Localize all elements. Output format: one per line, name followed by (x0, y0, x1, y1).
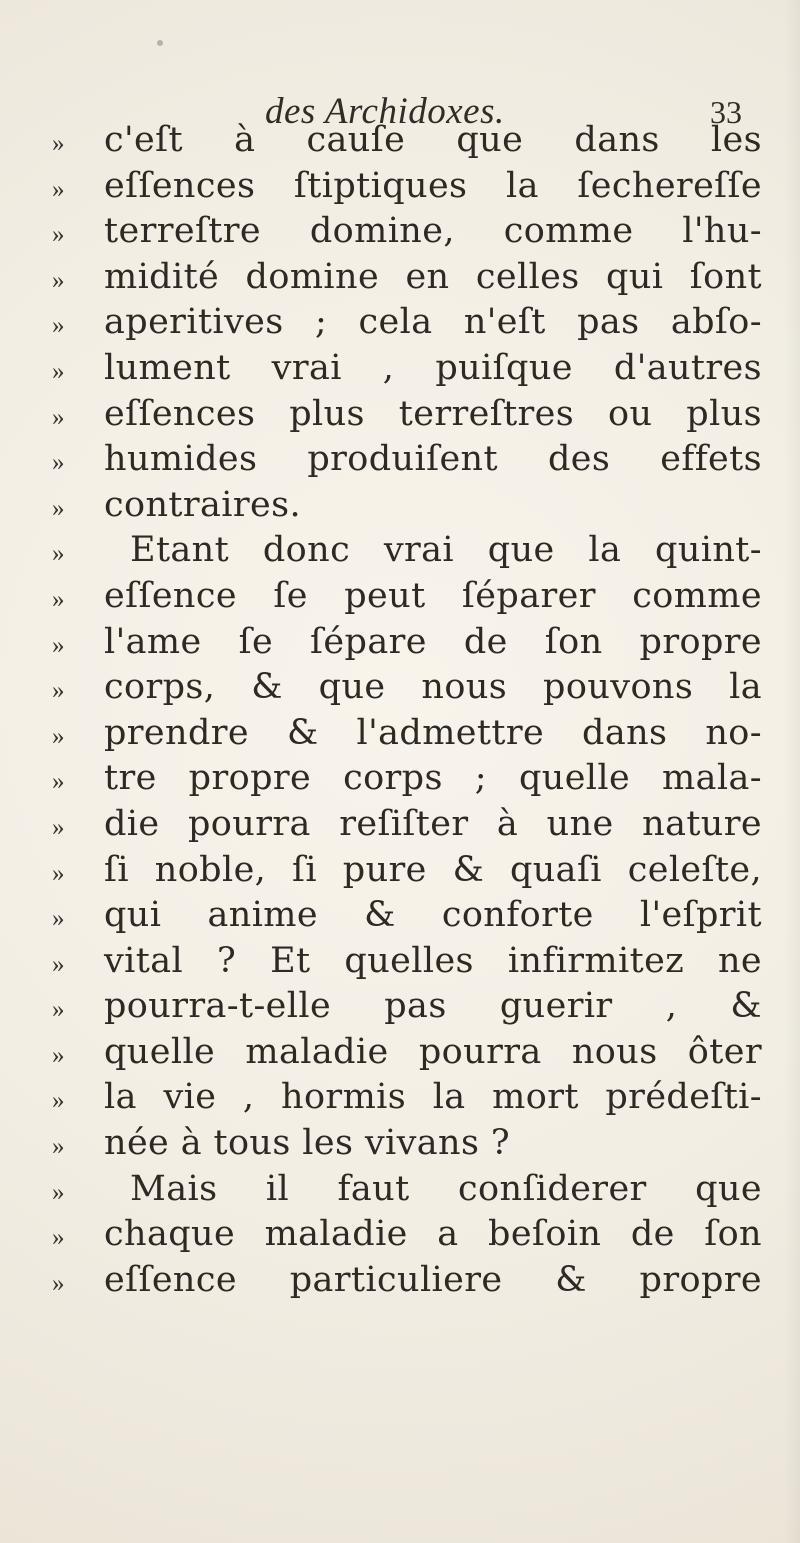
text-line (52, 394, 762, 440)
line-text: pourra-t-elle pas guerir , & (104, 986, 762, 1027)
page-edge-shadow (784, 0, 800, 1543)
quote-mark: » (52, 768, 65, 796)
line-text: contraires. (104, 484, 302, 525)
quote-mark: » (52, 813, 65, 841)
line-text: la vie , hormis la mort prédeſti- (104, 1077, 762, 1118)
line-text: Etant donc vrai que la quint- (130, 530, 762, 571)
quote-mark: » (52, 494, 65, 522)
quote-mark: » (52, 1041, 65, 1069)
line-text: terreſtre domine, comme l'hu- (104, 211, 762, 252)
text-line (52, 485, 762, 531)
text-line (52, 576, 762, 622)
line-text: corps, & que nous pouvons la (104, 667, 762, 708)
quote-mark: » (52, 950, 65, 978)
text-line (52, 439, 762, 485)
text-line (52, 166, 762, 212)
text-line (52, 211, 762, 257)
quote-mark: » (52, 631, 65, 659)
line-text: prendre & l'admettre dans no- (104, 712, 762, 753)
line-text: vital ? Et quelles infirmitez ne (104, 940, 762, 981)
text-line (52, 667, 762, 713)
text-line (52, 1260, 762, 1306)
quote-mark: » (52, 722, 65, 750)
quote-mark: » (52, 403, 65, 431)
quote-mark: » (52, 996, 65, 1024)
line-text: tre propre corps ; quelle mala- (104, 758, 762, 799)
text-line (52, 1169, 762, 1215)
body-text (52, 120, 762, 1305)
page-number: 33 (710, 94, 742, 130)
text-line (52, 758, 762, 804)
line-text: lument vrai , puiſque d'autres (104, 347, 762, 388)
text-line (52, 530, 762, 576)
line-text: eſſences ſtiptiques la ſechereſſe (104, 165, 762, 206)
line-text: chaque maladie a beſoin de ſon (104, 1214, 762, 1255)
quote-mark: » (52, 859, 65, 887)
quote-mark: » (52, 449, 65, 477)
quote-mark: » (52, 1087, 65, 1115)
line-text: eſſence particuliere & propre (104, 1259, 762, 1300)
quote-mark: » (52, 175, 65, 203)
quote-mark: » (52, 905, 65, 933)
text-line (52, 302, 762, 348)
line-text: eſſence ſe peut ſéparer comme (104, 575, 762, 616)
text-line (52, 348, 762, 394)
line-text: die pourra reſiſter à une nature (104, 803, 762, 844)
text-line (52, 622, 762, 668)
text-line (52, 804, 762, 850)
quote-mark: » (52, 1133, 65, 1161)
text-line (52, 1032, 762, 1078)
ink-speck (157, 40, 163, 46)
text-line (52, 120, 762, 166)
line-text: humides produiſent des effets (104, 439, 762, 480)
quote-mark: » (52, 357, 65, 385)
line-text: aperitives ; cela n'eſt pas abſo- (104, 302, 762, 343)
line-text: c'eſt à cauſe que dans les (104, 120, 762, 160)
line-text: ſi noble, ſi pure & quaſi celeſte, (104, 849, 762, 890)
line-text: née à tous les vivans ? (104, 1123, 511, 1164)
quote-mark: » (52, 540, 65, 568)
line-text: Mais il faut conſiderer que (130, 1168, 762, 1209)
quote-mark: » (52, 585, 65, 613)
quote-mark: » (52, 266, 65, 294)
line-text: qui anime & conforte l'eſprit (104, 895, 762, 936)
text-line (52, 850, 762, 896)
text-line (52, 895, 762, 941)
text-line (52, 257, 762, 303)
text-line (52, 941, 762, 987)
running-title: des Archidoxes. (265, 91, 505, 132)
text-line (52, 1214, 762, 1260)
line-text: quelle maladie pourra nous ôter (104, 1031, 762, 1072)
text-line (52, 713, 762, 759)
quote-mark: » (52, 1178, 65, 1206)
quote-mark: » (52, 1224, 65, 1252)
quote-mark: » (52, 221, 65, 249)
line-text: midité domine en celles qui ſont (104, 256, 762, 297)
line-text: eſſences plus terreſtres ou plus (104, 393, 762, 434)
text-line (52, 1077, 762, 1123)
quote-mark: » (52, 130, 65, 157)
text-line (52, 1123, 762, 1169)
text-line (52, 986, 762, 1032)
quote-mark: » (52, 312, 65, 340)
line-text: l'ame ſe ſépare de ſon propre (104, 621, 762, 662)
quote-mark: » (52, 1269, 65, 1297)
quote-mark: » (52, 677, 65, 705)
